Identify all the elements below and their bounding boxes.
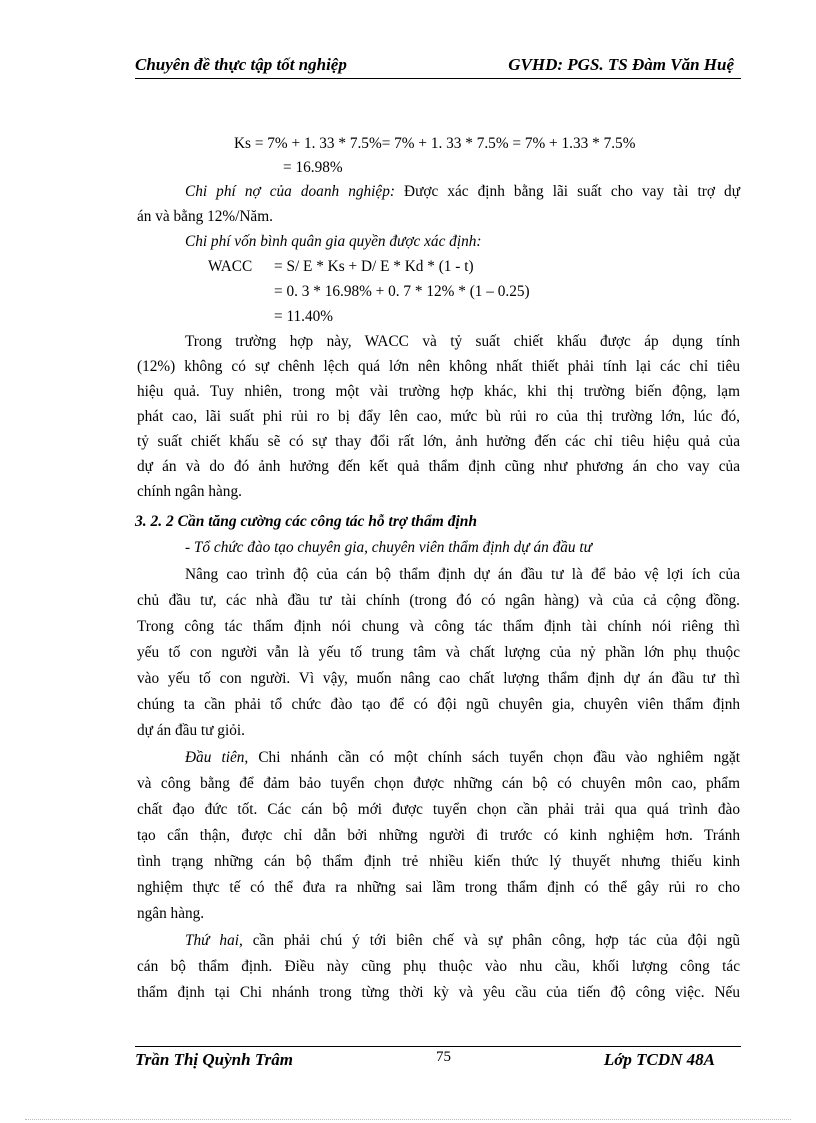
paragraph-line: tình trạng những cán bộ thẩm định trẻ nhiều kiến thức lý thuyết nhưng thiếu kinh [137, 853, 740, 870]
paragraph-line: tỷ suất chiết khấu sẽ có sự thay đổi rất lớn, ảnh hưởng đến các chỉ tiêu hiệu quả của [137, 433, 740, 450]
paragraph-line: Trong trường hợp này, WACC và tỷ suất chiết khấu được áp dụng tính [185, 333, 740, 350]
wacc-equation-1: = S/ E * Ks + D/ E * Kd * (1 - t) [274, 258, 474, 275]
paragraph-line: hiệu quả. Tuy nhiên, trong một vài trường hợp khác, khi thị trường biến động, lạm [137, 383, 740, 400]
wacc-heading: Chi phí vốn bình quân gia quyền được xác định: [185, 233, 482, 250]
wacc-equation-3: = 11.40% [274, 308, 334, 325]
paragraph-lead-rest: cần phải chú ý tới biên chế và sự phân công, hợp tác của đội ngũ [252, 932, 740, 949]
paragraph-line: ngân hàng. [137, 905, 205, 922]
paragraph-line: tạo cẩn thận, được chỉ dẫn bởi những người đi trước có kinh nghiệm hơn. Tránh [137, 827, 740, 844]
debt-cost-text: Được xác định bằng lãi suất cho vay tài trợ dự [404, 183, 740, 200]
paragraph-lead-rest: Chi nhánh cần có một chính sách tuyển chọn đầu vào nghiêm ngặt [258, 749, 740, 766]
header-rule [135, 78, 741, 79]
footer-class: Lớp TCDN 48A [603, 1050, 715, 1069]
paragraph-line: dự án và do đó ảnh hưởng đến kết quả thẩm định cũng như phương án cho vay của [137, 458, 740, 475]
header-right-advisor: GVHD: PGS. TS Đàm Văn Huệ [508, 55, 734, 74]
header-left-title: Chuyên đề thực tập tốt nghiệp [135, 55, 347, 74]
paragraph-line [185, 931, 740, 951]
section-heading: 3. 2. 2 Cần tăng cường các công tác hỗ trợ thẩm định [135, 513, 477, 530]
paragraph-line: dự án đầu tư giỏi. [137, 722, 245, 739]
paragraph-line: thẩm định tại Chi nhánh trong từng thời kỳ và yêu cầu của tiến độ công việc. Nếu [137, 984, 740, 1001]
paragraph-line: và công bằng để đảm bảo tuyển chọn được những cán bộ có chuyên môn cao, phẩm [137, 775, 740, 792]
page-edge-dotted-line [25, 1119, 791, 1120]
paragraph-line: chính ngân hàng. [137, 483, 242, 500]
wacc-label: WACC [208, 258, 253, 275]
debt-cost-line-2: án và bằng 12%/Năm. [137, 208, 273, 225]
paragraph-line: cán bộ thẩm định. Điều này cũng phụ thuộc vào nhu cầu, khối lượng công tác [137, 958, 740, 975]
subheading: - Tổ chức đào tạo chuyên gia, chuyên viên thẩm định dự án đầu tư [185, 539, 592, 556]
debt-cost-line [137, 182, 740, 202]
paragraph-line: phát cao, lãi suất phi rủi ro bị đẩy lên cao, mức bù rủi ro của thị trường lớn, lúc đó, [137, 408, 740, 425]
formula-ks-result: = 16.98% [283, 159, 343, 176]
wacc-equation-2: = 0. 3 * 16.98% + 0. 7 * 12% * (1 – 0.25) [274, 283, 530, 300]
debt-cost-label: Chi phí nợ của doanh nghiệp: [185, 183, 395, 200]
paragraph-lead: Thứ hai, [185, 932, 243, 949]
paragraph-line: chúng ta cần phải tổ chức đào tạo để có đội ngũ chuyên gia, chuyên viên thẩm định [137, 696, 740, 713]
formula-ks: Ks = 7% + 1. 33 * 7.5%= 7% + 1. 33 * 7.5% = 7% + 1.33 * 7.5% [234, 135, 636, 152]
paragraph-line: (12%) không có sự chênh lệch quá lớn nên không nhất thiết phải tính lại các chỉ tiêu [137, 358, 740, 375]
paragraph-line: yếu tố con người vẫn là yếu tố trung tâm và chất lượng của nỷ phần lớn phụ thuộc [137, 644, 740, 661]
paragraph-line: Nâng cao trình độ của cán bộ thẩm định dự án đầu tư là để bảo vệ lợi ích của [185, 566, 740, 583]
paragraph-line [185, 748, 740, 768]
paragraph-line: Trong công tác thẩm định nói chung và công tác thẩm định tài chính nói riêng thì [137, 618, 740, 635]
paragraph-line: chất đạo đức tốt. Các cán bộ mới được tuyển chọn cần phải trải qua quá trình đào [137, 801, 740, 818]
paragraph-line: vào yếu tố con người. Vì vậy, muốn nâng cao chất lượng thẩm định dự án đầu tư thì [137, 670, 740, 687]
footer-author: Trần Thị Quỳnh Trâm [135, 1050, 293, 1069]
paragraph-lead: Đầu tiên, [185, 749, 249, 766]
paragraph-line: nghiệm thực tế có thể đưa ra những sai lầm trong thẩm định có thể gây rủi ro cho [137, 879, 740, 896]
paragraph-line: chủ đầu tư, các nhà đầu tư tài chính (trong đó có ngân hàng) và của cả cộng đồng. [137, 592, 740, 609]
footer-rule [135, 1046, 741, 1047]
page-number: 75 [436, 1049, 451, 1065]
